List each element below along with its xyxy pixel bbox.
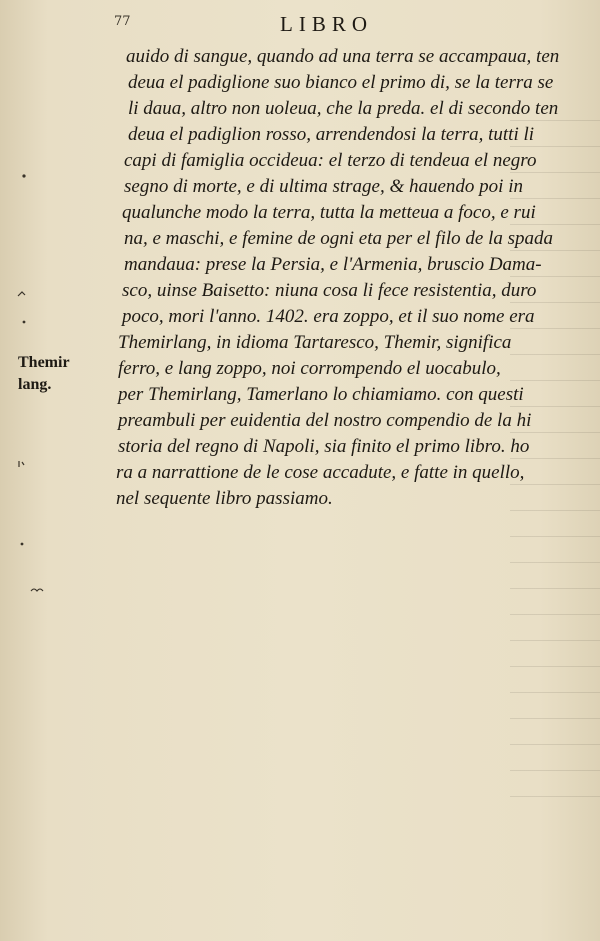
text-line: per Themirlang, Tamerlano lo chiamiamo. con questi — [118, 384, 524, 405]
text-line: poco, mori l'anno. 1402. era zoppo, et il suo nome era — [122, 306, 535, 327]
text-line: li daua, altro non uoleua, che la preda. el di secondo ten — [128, 98, 559, 119]
text-line: ferro, e lang zoppo, noi corrompendo el uocabulo, — [118, 358, 501, 379]
ink-speck-icon — [16, 460, 30, 468]
text-line: Themirlang, in idioma Tartaresco, Themir, significa — [118, 332, 512, 353]
margin-note-line-2: lang. — [18, 376, 52, 393]
ink-speck-icon — [20, 172, 34, 180]
ink-speck-icon — [30, 586, 44, 594]
text-line: na, e maschi, e femine de ogni eta per el filo de la spada — [124, 228, 553, 249]
text-line: deua el padiglione suo bianco el primo di, se la terra se — [128, 72, 554, 93]
text-line: sco, uinse Baisetto: niuna cosa li fece resistentia, duro — [122, 280, 537, 301]
text-line: nel sequente libro passiamo. — [116, 488, 333, 509]
text-line: segno di morte, e di ultima strage, & hauendo poi in — [124, 176, 523, 197]
text-line: qualunche modo la terra, tutta la metteua a foco, e rui — [122, 202, 536, 223]
ink-speck-icon — [16, 290, 30, 298]
page-header — [0, 14, 600, 44]
text-line: mandaua: prese la Persia, e l'Armenia, bruscio Dama- — [124, 254, 542, 275]
text-line: preambuli per euidentia del nostro compendio de la hi — [118, 410, 532, 431]
running-head: LIBRO — [280, 12, 373, 36]
text-line: auido di sangue, quando ad una terra se accampaua, ten — [126, 46, 560, 67]
margin-note — [18, 352, 110, 396]
ink-speck-icon — [18, 540, 32, 548]
text-line: ra a narrattione de le cose accadute, e fatte in quello, — [116, 462, 525, 483]
margin-note-line-1: Themir — [18, 354, 70, 371]
text-line: storia del regno di Napoli, sia finito el primo libro. ho — [118, 436, 530, 457]
text-line: capi di famiglia occideua: el terzo di tendeua el negro — [124, 150, 537, 171]
text-line: deua el padiglion rosso, arrendendosi la terra, tutti li — [128, 124, 535, 145]
page-number: 77 — [114, 14, 131, 29]
ink-speck-icon — [20, 318, 34, 326]
